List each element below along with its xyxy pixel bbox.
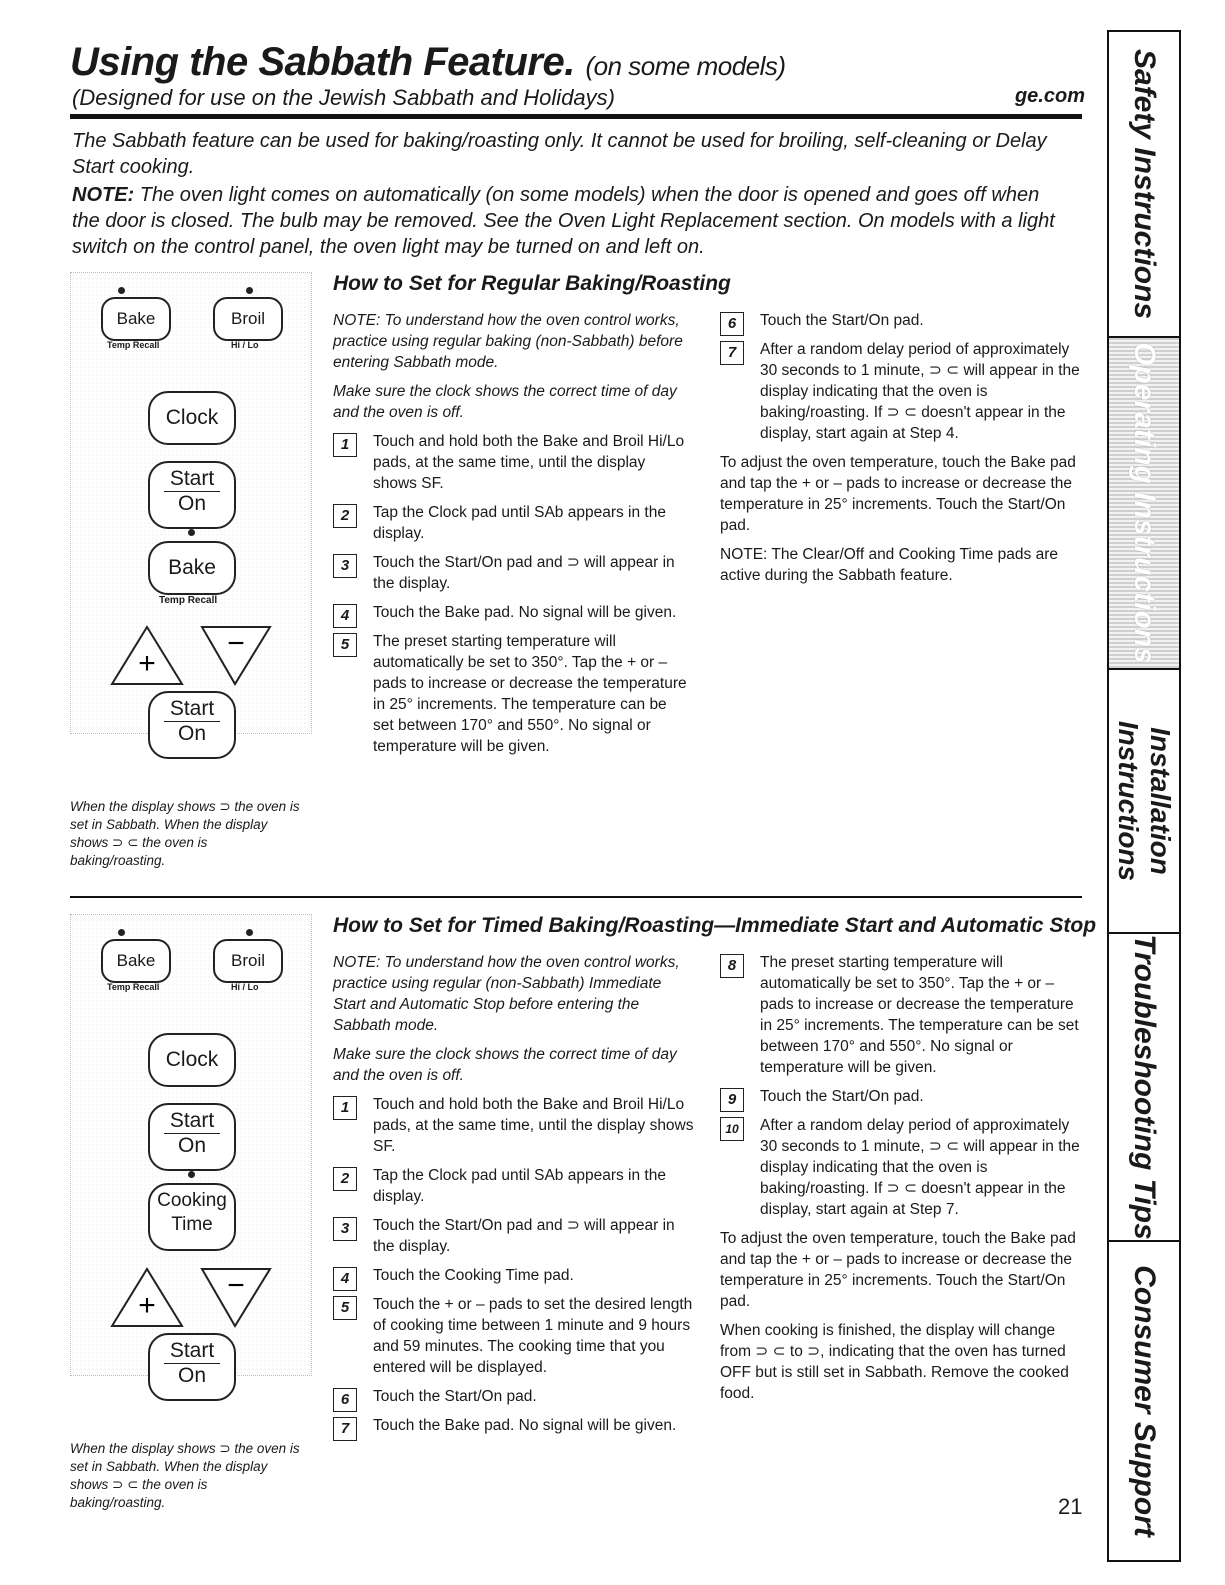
indicator-dot (118, 929, 125, 936)
bake-pad-large[interactable]: Bake (148, 541, 236, 595)
section1-note2: NOTE: The Clear/Off and Cooking Time pads are active during the Sabbath feature. (720, 546, 1059, 584)
svg-text:−: − (227, 627, 245, 660)
step: 3 Touch the Start/On pad and ⊃ will appear in the display. (333, 1215, 695, 1257)
bake-pad[interactable]: Bake (101, 939, 171, 983)
step: 2 Tap the Clock pad until SAb appears in the display. (333, 1165, 695, 1207)
caption-1: When the display shows ⊃ the oven is set in Sabbath. When the display shows ⊃ ⊂ the oven is baking/roasting. (70, 799, 300, 868)
start-on-pad[interactable]: Start On (148, 461, 236, 529)
section2-make-sure: Make sure the clock shows the correct time of day and the oven is off. (333, 1046, 677, 1084)
note-label: NOTE: (72, 184, 135, 206)
section1-adjust: To adjust the oven temperature, touch the Bake pad and tap the + or – pads to increase or decrease the temperature in 25° increments. Touch the Start/On pad. (720, 454, 1076, 534)
site-link[interactable]: ge.com (1014, 85, 1085, 107)
step: 4 Touch the Cooking Time pad. (333, 1265, 695, 1286)
section1-heading: How to Set for Regular Baking/Roasting (333, 272, 731, 295)
tab-safety-instructions[interactable]: Safety Instructions (1109, 32, 1179, 338)
start-on-pad-bottom[interactable]: Start On (148, 1333, 236, 1401)
caption-2: When the display shows ⊃ the oven is set in Sabbath. When the display shows ⊃ ⊂ the oven is baking/roasting. (70, 1441, 300, 1510)
start-on-pad-bottom[interactable]: Start On (148, 691, 236, 759)
step: 8 The preset starting temperature will automatically be set to 350°. Tap the + or – pads to increase or decrease the temperature in 25° increments. The temperature can be set between 170° and 550°. No signal or temperature will be given. (720, 952, 1082, 1078)
broil-pad[interactable]: Broil (213, 297, 283, 341)
header-rule (70, 114, 1082, 119)
tab-operating-instructions[interactable]: Operating Instructions (1109, 338, 1179, 670)
hi-lo-label: Hi / Lo (231, 982, 259, 992)
tab-installation-instructions[interactable]: Installation Instructions (1109, 670, 1179, 934)
svg-text:+: + (138, 647, 156, 680)
section2-column-b (720, 952, 1082, 1412)
page-number: 21 (1058, 1494, 1083, 1519)
section-divider (70, 896, 1082, 898)
step: 3 Touch the Start/On pad and ⊃ will appear in the display. (333, 552, 689, 594)
control-panel-diagram-2 (70, 914, 312, 1387)
bake-pad[interactable]: Bake (101, 297, 171, 341)
section2-heading: How to Set for Timed Baking/Roasting—Immediate Start and Automatic Stop (333, 914, 1097, 937)
step: 5 The preset starting temperature will automatically be set to 350°. Tap the + or – pads to increase or decrease the temperature in 25° increments. The temperature can be set between 170° and 550°. No signal or temperature will be given. (333, 631, 689, 757)
step: 7 After a random delay period of approximately 30 seconds to 1 minute, ⊃ ⊂ will appear in the display indicating that the oven is baking/roasting. If ⊃ ⊂ doesn't appear in the display, start again at Step 4. (720, 339, 1082, 444)
tab-consumer-support[interactable]: Consumer Support (1128, 1265, 1161, 1537)
title-suffix: (on some models) (585, 51, 786, 81)
plus-minus-arrows[interactable] (107, 1261, 275, 1331)
section1-note: NOTE: To understand how the oven control works, practice using regular baking (non-Sabbath) before entering Sabbath mode. (333, 312, 683, 371)
section1-column-a (333, 310, 689, 765)
section2-column-a (333, 952, 695, 1444)
step: 2 Tap the Clock pad until SAb appears in the display. (333, 502, 689, 544)
cooking-time-pad[interactable]: Cooking Time (148, 1183, 236, 1251)
indicator-dot (118, 287, 125, 294)
svg-text:+: + (138, 1289, 156, 1322)
step: 9 Touch the Start/On pad. (720, 1086, 1082, 1107)
section1-column-b (720, 310, 1082, 594)
section2-note: NOTE: To understand how the oven control works, practice using regular (non-Sabbath) Immediate Start and Automatic Stop before entering the Sabbath mode. (333, 954, 680, 1034)
intro-paragraph: The Sabbath feature can be used for baking/roasting only. It cannot be used for broiling, self-cleaning or Delay Start cooking. (72, 130, 1047, 178)
step: 4 Touch the Bake pad. No signal will be given. (333, 602, 689, 623)
start-on-pad[interactable]: Start On (148, 1103, 236, 1171)
indicator-dot (188, 529, 195, 536)
svg-text:−: − (227, 1269, 245, 1302)
tab-troubleshooting-tips[interactable]: Troubleshooting Tips (1109, 934, 1179, 1242)
indicator-dot (188, 1171, 195, 1178)
temp-recall-label: Temp Recall (107, 340, 160, 350)
step: 10 After a random delay period of approximately 30 seconds to 1 minute, ⊃ ⊂ will appear in the display indicating that the oven is baking/roasting. If ⊃ ⊂ doesn't appear in the display, start again at Step 7. (720, 1115, 1082, 1220)
section2-finished: When cooking is finished, the display will change from ⊃ ⊂ to ⊃, indicating that the oven has turned OFF but is still set in Sabbath. Remove the cooked food. (720, 1322, 1069, 1402)
indicator-dot (246, 929, 253, 936)
plus-minus-arrows[interactable] (107, 619, 275, 689)
section1-make-sure: Make sure the clock shows the correct time of day and the oven is off. (333, 383, 677, 421)
step: 1 Touch and hold both the Bake and Broil Hi/Lo pads, at the same time, until the display shows SF. (333, 1094, 695, 1157)
page-title: Using the Sabbath Feature. (on some models) (70, 40, 786, 84)
hi-lo-label: Hi / Lo (231, 340, 259, 350)
step: 6 Touch the Start/On pad. (333, 1386, 695, 1407)
step: 6 Touch the Start/On pad. (720, 310, 1082, 331)
clock-pad[interactable]: Clock (148, 1033, 236, 1087)
control-panel-diagram-1 (70, 272, 312, 745)
broil-pad[interactable]: Broil (213, 939, 283, 983)
intro-note: NOTE: The oven light comes on automatically (on some models) when the door is opened and goes off when the door is closed. The bulb may be removed. See the Oven Light Replacement section. On models with a light switch on the control panel, the oven light may be turned on and left on. (72, 184, 1055, 258)
section2-adjust: To adjust the oven temperature, touch the Bake pad and tap the + or – pads to increase or decrease the temperature in 25° increments. Touch the Start/On pad. (720, 1230, 1076, 1310)
step: 5 Touch the + or – pads to set the desired length of cooking time between 1 minute and 9 hours and 59 minutes. The cooking time that you entered will be displayed. (333, 1294, 695, 1378)
clock-pad[interactable]: Clock (148, 391, 236, 445)
side-tabs (1107, 30, 1181, 1562)
page-subtitle: (Designed for use on the Jewish Sabbath and Holidays) (72, 85, 615, 110)
step: 7 Touch the Bake pad. No signal will be given. (333, 1415, 695, 1436)
indicator-dot (246, 287, 253, 294)
temp-recall-label: Temp Recall (107, 982, 160, 992)
temp-recall-label: Temp Recall (159, 595, 218, 606)
step: 1 Touch and hold both the Bake and Broil Hi/Lo pads, at the same time, until the display shows SF. (333, 431, 689, 494)
